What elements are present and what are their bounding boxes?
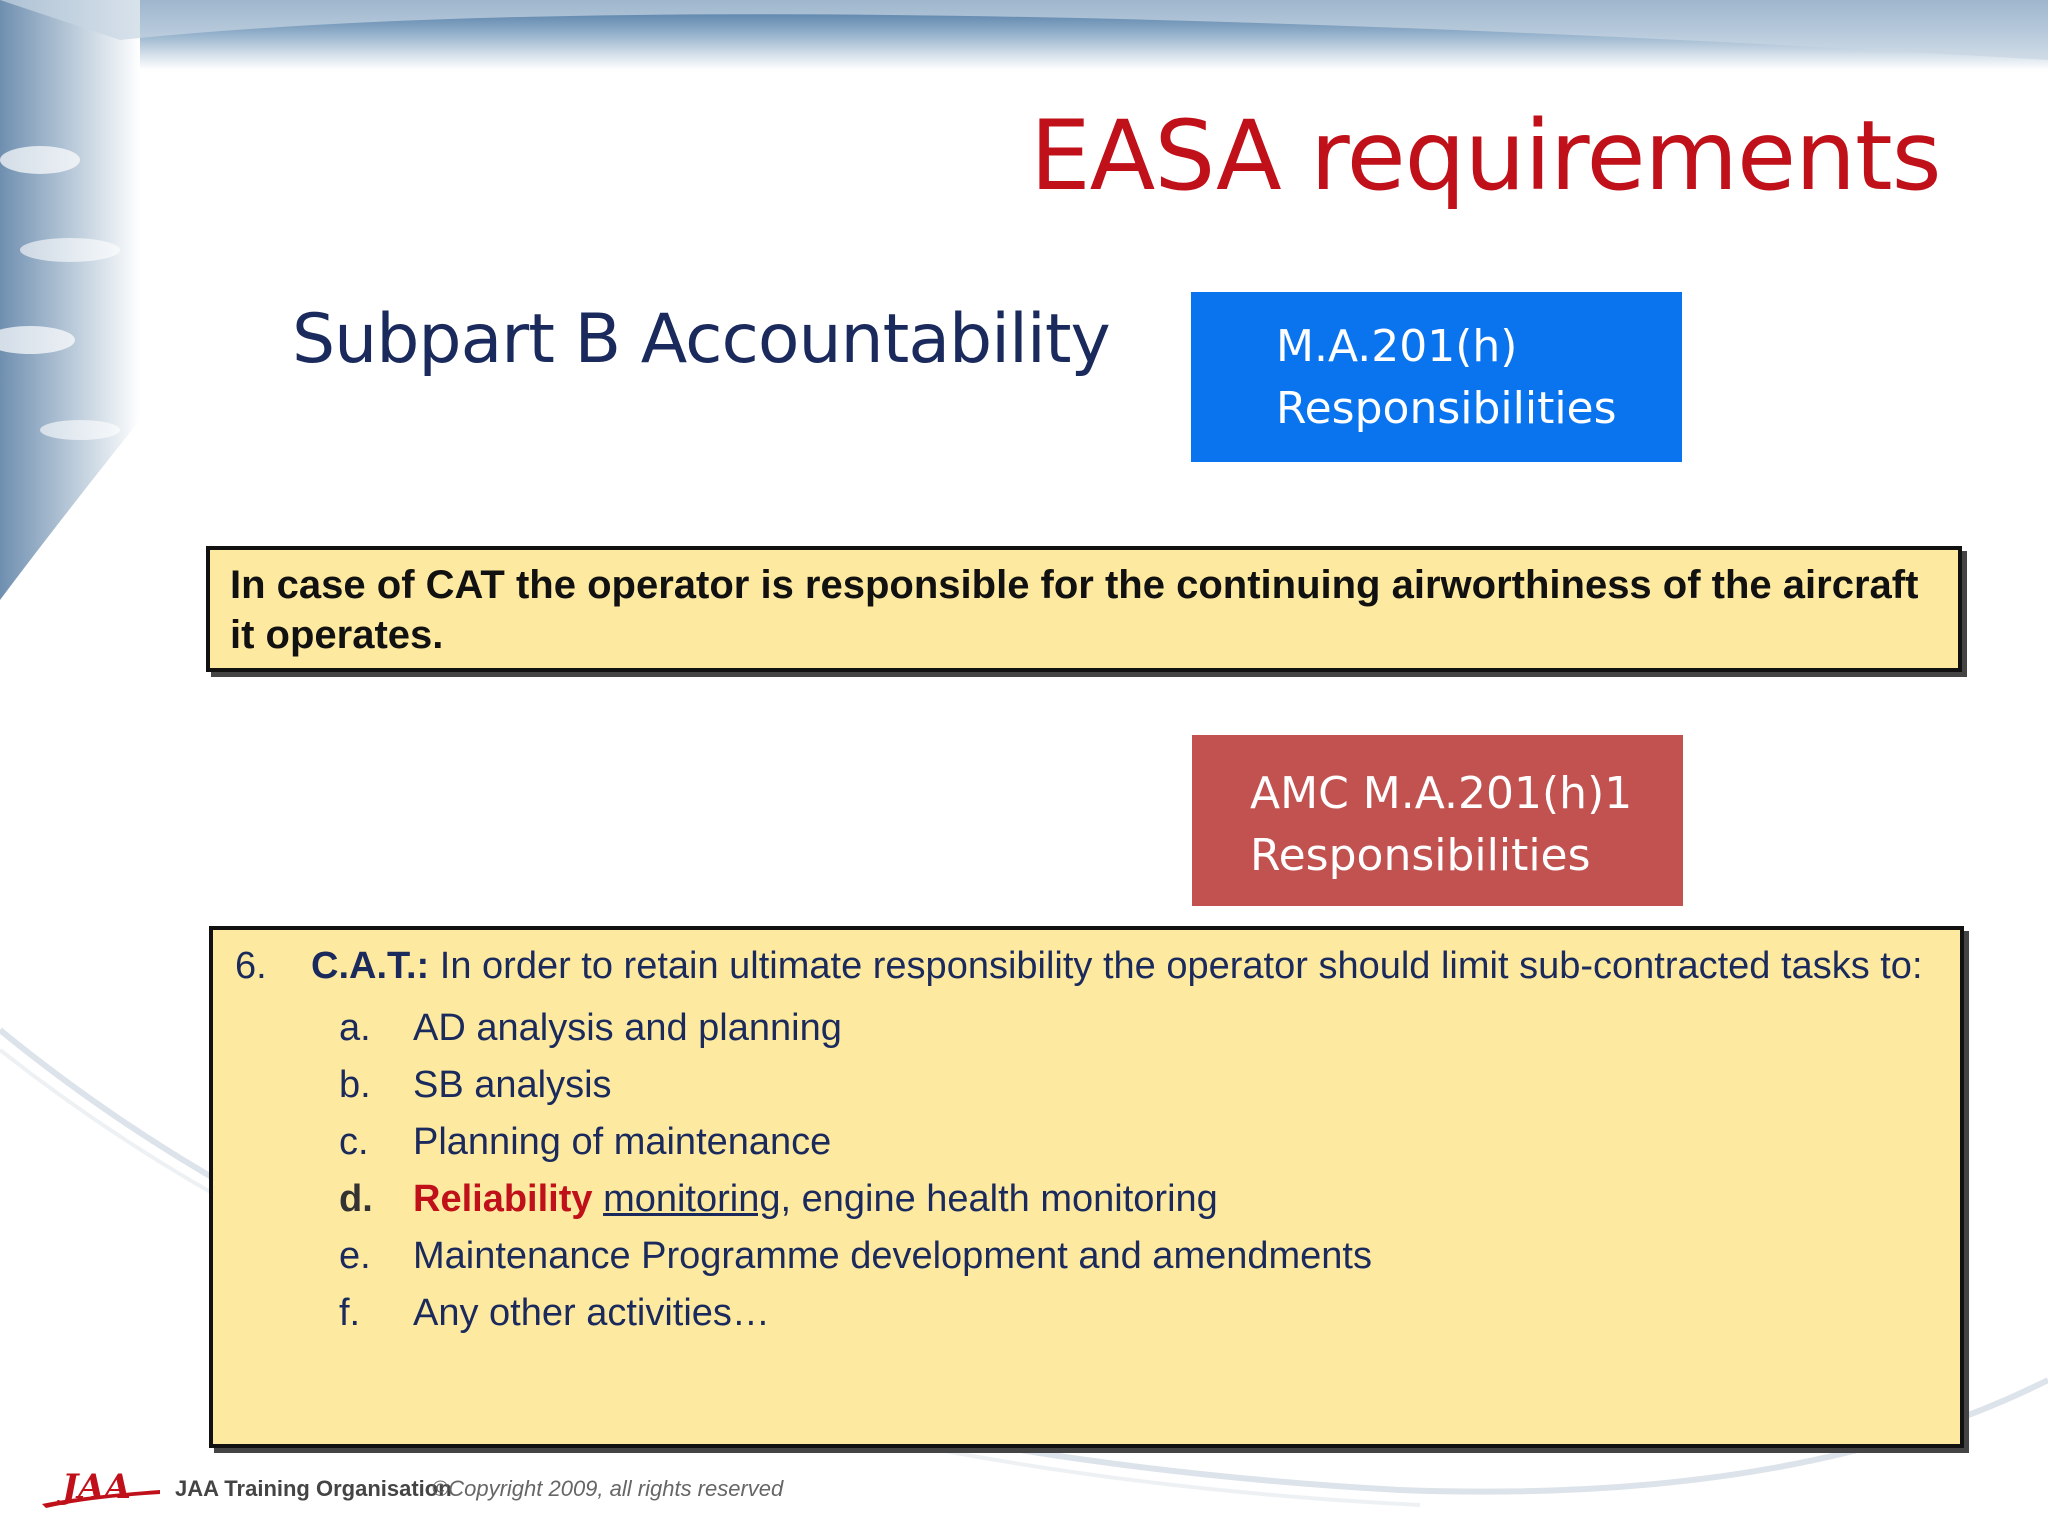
list-item-text: Any other activities… xyxy=(413,1292,770,1334)
list-item xyxy=(235,1285,1938,1342)
jaa-logo-icon xyxy=(40,1468,170,1508)
list-item-text: , engine health monitoring xyxy=(780,1178,1218,1220)
list-item xyxy=(235,1057,1938,1114)
footer-copyright: ©Copyright 2009, all rights reserved xyxy=(432,1476,784,1501)
list-lead-text: In order to retain ultimate responsibility the operator should limit sub-contracted tasks to: xyxy=(429,945,1923,987)
list-letter: b. xyxy=(339,1064,371,1106)
regulation-tag-code: M.A.201(h) xyxy=(1276,321,1518,372)
amc-content-box xyxy=(209,926,1964,1448)
list-letter: e. xyxy=(339,1235,371,1277)
slide-title: EASA requirements xyxy=(1030,100,1941,212)
amc-tag-label: Responsibilities xyxy=(1250,830,1591,881)
statement-text: In case of CAT the operator is responsible for the continuing airworthiness of the aircraft it operates. xyxy=(230,563,1919,657)
amc-tag-code: AMC M.A.201(h)1 xyxy=(1250,768,1633,819)
regulation-tag xyxy=(1191,292,1682,462)
statement-box xyxy=(206,546,1962,672)
list-item-text: AD analysis and planning xyxy=(413,1007,842,1049)
list-number: 6. xyxy=(235,945,267,987)
list-item-text: SB analysis xyxy=(413,1064,612,1106)
list-item-highlighted xyxy=(235,1171,1938,1228)
list-item-text: Planning of maintenance xyxy=(413,1121,832,1163)
list-item-main xyxy=(235,944,1938,988)
reliability-highlight: Reliability xyxy=(413,1178,593,1220)
list-letter: c. xyxy=(339,1121,369,1163)
list-item xyxy=(235,1228,1938,1285)
cat-label: C.A.T.: xyxy=(311,945,430,987)
amc-tag xyxy=(1192,735,1683,906)
list-letter: f. xyxy=(339,1292,361,1334)
svg-text:JAA: JAA xyxy=(62,1468,131,1507)
list-letter: d. xyxy=(339,1178,373,1220)
sub-task-list xyxy=(235,1000,1938,1342)
list-letter: a. xyxy=(339,1007,371,1049)
regulation-tag-label: Responsibilities xyxy=(1276,383,1617,434)
footer-org: JAA Training Organisation xyxy=(175,1476,452,1501)
list-item-text: Maintenance Programme development and amendments xyxy=(413,1235,1372,1277)
list-item xyxy=(235,1114,1938,1171)
monitoring-underlined: monitoring xyxy=(603,1178,781,1220)
slide-subtitle: Subpart B Accountability xyxy=(292,300,1110,379)
list-item xyxy=(235,1000,1938,1057)
